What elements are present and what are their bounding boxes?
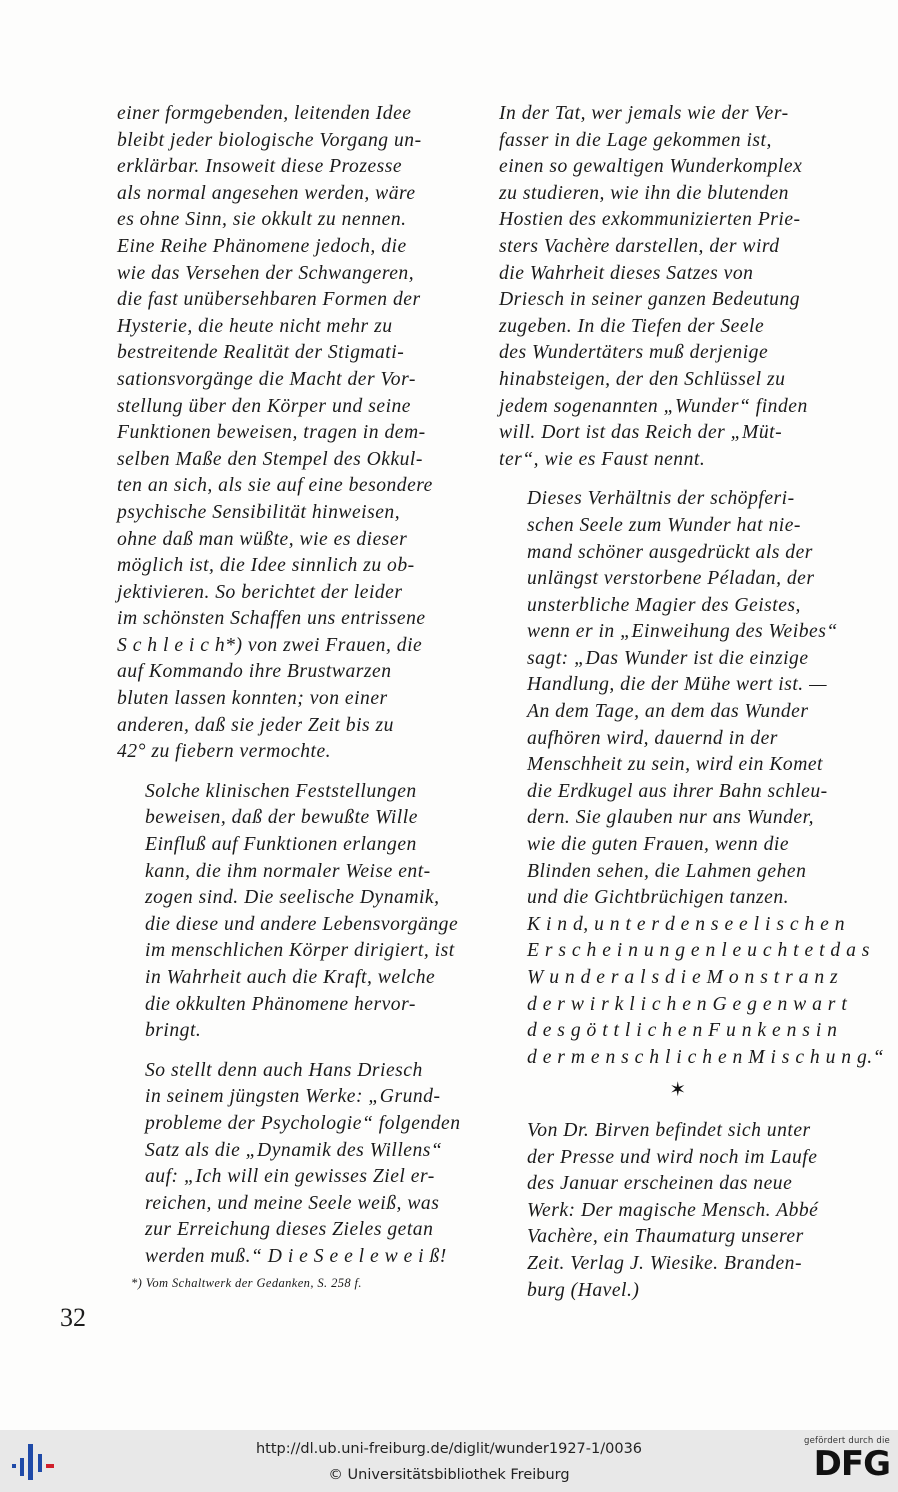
dfg-logo[interactable] [794, 1436, 890, 1488]
text-line: im schönsten Schaffen uns entrissene [117, 608, 426, 630]
text-line: Einfluß auf Funktionen erlangen [145, 834, 417, 856]
text-line: die Erdkugel aus ihrer Bahn schleu- [527, 780, 828, 802]
text-line: anderen, daß sie jeder Zeit bis zu [117, 714, 394, 736]
text-line: S c h l e i c h*) von zwei Frauen, die [117, 634, 423, 656]
text-line: In der Tat, wer jemals wie der Ver- [499, 103, 789, 124]
text-line: sationsvorgänge die Macht der Vor- [117, 368, 416, 390]
text-line: bringt. [145, 1020, 202, 1042]
text-line: in seinem jüngsten Werke: „Grund- [145, 1086, 441, 1108]
footer-bar [0, 1430, 898, 1492]
text-line: Funktionen beweisen, tragen in dem- [117, 422, 426, 444]
paragraph [499, 486, 885, 1071]
text-line: zu studieren, wie ihn die blutenden [499, 182, 789, 204]
right-column [499, 101, 885, 1304]
text-line: Dieses Verhältnis der schöpferi- [527, 488, 795, 510]
text-line: die okkulten Phänomene hervor- [145, 993, 416, 1015]
text-line: werden muß.“ D i e S e e l e w e i ß! [145, 1245, 447, 1267]
text-line: auf Kommando ihre Brustwarzen [117, 661, 392, 683]
text-line: im menschlichen Körper dirigiert, ist [145, 940, 455, 962]
page-number: 32 [60, 1303, 86, 1332]
document-url-link[interactable]: http://dl.ub.uni-freiburg.de/diglit/wunder1927-1/0036 [255, 1441, 643, 1457]
text-line: Hostien des exkommunizierten Prie- [499, 209, 801, 231]
text-line: des Januar erscheinen das neue [527, 1173, 793, 1195]
paragraph [117, 1058, 473, 1271]
text-line: unsterbliche Magier des Geistes, [527, 594, 801, 616]
dfg-logo-text: DFG [813, 1444, 890, 1484]
text-line: die fast unübersehbaren Formen der [117, 289, 421, 311]
text-line: probleme der Psychologie“ folgenden [145, 1112, 461, 1134]
paragraph [499, 1118, 857, 1304]
text-line: Blinden sehen, die Lahmen gehen [527, 860, 807, 882]
text-line: sters Vachère darstellen, der wird [499, 235, 780, 257]
text-line: schen Seele zum Wunder hat nie- [527, 514, 801, 536]
text-line: unlängst verstorbene Péladan, der [527, 568, 815, 590]
text-line: So stellt denn auch Hans Driesch [145, 1059, 423, 1081]
text-line: Zeit. Verlag J. Wiesike. Branden- [527, 1252, 802, 1274]
text-line: Satz als die „Dynamik des Willens“ [145, 1139, 443, 1161]
text-line: burg (Havel.) [527, 1279, 640, 1301]
text-line: zogen sind. Die seelische Dynamik, [145, 887, 440, 909]
text-line: beweisen, daß der bewußte Wille [145, 807, 418, 829]
footnote: *) Vom Schaltwerk der Gedanken, S. 258 f. [131, 1275, 362, 1290]
text-line: in Wahrheit auch die Kraft, welche [145, 967, 436, 988]
text-line: erklärbar. Insoweit diese Prozesse [117, 156, 403, 178]
text-line: selben Maße den Stempel des Okkul- [117, 448, 423, 470]
text-line: jektivieren. So berichtet der leider [117, 581, 403, 603]
text-line: wie das Versehen der Schwangeren, [117, 262, 415, 284]
copyright-text: © Universitätsbibliothek Freiburg [328, 1467, 570, 1483]
text-line: bleibt jeder biologische Vorgang un- [117, 129, 422, 151]
text-line: will. Dort ist das Reich der „Müt- [499, 422, 783, 444]
funding-caption: gefördert durch die [804, 1436, 890, 1446]
text-line: möglich ist, die Idee sinnlich zu ob- [117, 555, 415, 577]
text-line: Werk: Der magische Mensch. Abbé [527, 1199, 819, 1221]
text-line: stellung über den Körper und seine [117, 395, 412, 417]
text-line: Solche klinischen Feststellungen [145, 780, 417, 802]
text-line: ter“, wie es Faust nennt. [499, 448, 706, 470]
text-line: d e r m e n s c h l i c h e n M i s c h u n g.“ [527, 1046, 885, 1068]
text-line: E r s c h e i n u n g e n l e u c h t e t d a s [527, 940, 870, 962]
text-line: der Presse und wird noch im Laufe [527, 1146, 818, 1168]
text-line: psychische Sensibilität hinweisen, [117, 501, 401, 523]
paragraph [117, 101, 473, 766]
text-line: des Wundertäters muß derjenige [499, 342, 769, 364]
text-line: die diese und andere Lebensvorgänge [145, 913, 459, 935]
left-column [117, 101, 473, 1291]
text-line: An dem Tage, an dem das Wunder [527, 701, 809, 723]
text-line: ohne daß man wüßte, wie es dieser [117, 528, 408, 550]
text-line: d e s g ö t t l i c h e n F u n k e n s i n [527, 1020, 838, 1042]
text-line: 42° zu fiebern vermochte. [117, 741, 332, 763]
text-line: und die Gichtbrüchigen tanzen. [527, 887, 790, 909]
text-line: aufhören wird, dauernd in der [527, 727, 778, 749]
text-line: K i n d, u n t e r d e n s e e l i s c h e n [527, 913, 846, 935]
text-line: kann, die ihm normaler Weise ent- [145, 860, 431, 882]
text-line: es ohne Sinn, sie okkult zu nennen. [117, 209, 407, 231]
text-line: wenn er in „Einweihung des Weibes“ [527, 621, 838, 643]
text-line: bluten lassen konnten; von einer [117, 688, 388, 710]
text-line: Hysterie, die heute nicht mehr zu [117, 315, 393, 337]
text-line: dern. Sie glauben nur ans Wunder, [527, 807, 814, 829]
text-line: reichen, und meine Seele weiß, was [145, 1192, 440, 1214]
paragraph [117, 779, 473, 1045]
text-line: Menschheit zu sein, wird ein Komet [527, 754, 823, 776]
text-line: zur Erreichung dieses Zieles getan [145, 1219, 434, 1241]
text-line: Eine Reihe Phänomene jedoch, die [117, 235, 407, 257]
text-line: fasser in die Lage gekommen ist, [499, 129, 772, 151]
text-line: auf: „Ich will ein gewisses Ziel er- [145, 1166, 435, 1188]
text-line: die Wahrheit dieses Satzes von [499, 262, 754, 284]
text-line: mand schöner ausgedrückt als der [527, 541, 813, 563]
text-line: Von Dr. Birven befindet sich unter [527, 1119, 811, 1141]
text-line: als normal angesehen werden, wäre [117, 182, 416, 204]
text-line: Driesch in seiner ganzen Bedeutung [499, 289, 801, 311]
text-line: d e r w i r k l i c h e n G e g e n w a r t [527, 993, 848, 1015]
text-line: wie die guten Frauen, wenn die [527, 834, 790, 856]
text-line: ten an sich, als sie auf eine besondere [117, 475, 433, 497]
text-line: bestreitende Realität der Stigmati- [117, 342, 405, 364]
text-line: zugeben. In die Tiefen der Seele [499, 315, 765, 337]
paragraph [499, 101, 857, 473]
text-line: jedem sogenannten „Wunder“ finden [499, 395, 808, 417]
text-line: einer formgebenden, leitenden Idee [117, 103, 412, 124]
text-line: Vachère, ein Thaumaturg unserer [527, 1226, 804, 1248]
text-line: sagt: „Das Wunder ist die einzige [527, 647, 809, 669]
text-line: hinabsteigen, der den Schlüssel zu [499, 368, 786, 390]
text-line: W u n d e r a l s d i e M o n s t r a n z [527, 967, 839, 988]
text-line: Handlung, die der Mühe wert ist. — [527, 674, 827, 696]
section-separator: ✶ [669, 1079, 687, 1102]
text-line: einen so gewaltigen Wunderkomplex [499, 156, 803, 178]
